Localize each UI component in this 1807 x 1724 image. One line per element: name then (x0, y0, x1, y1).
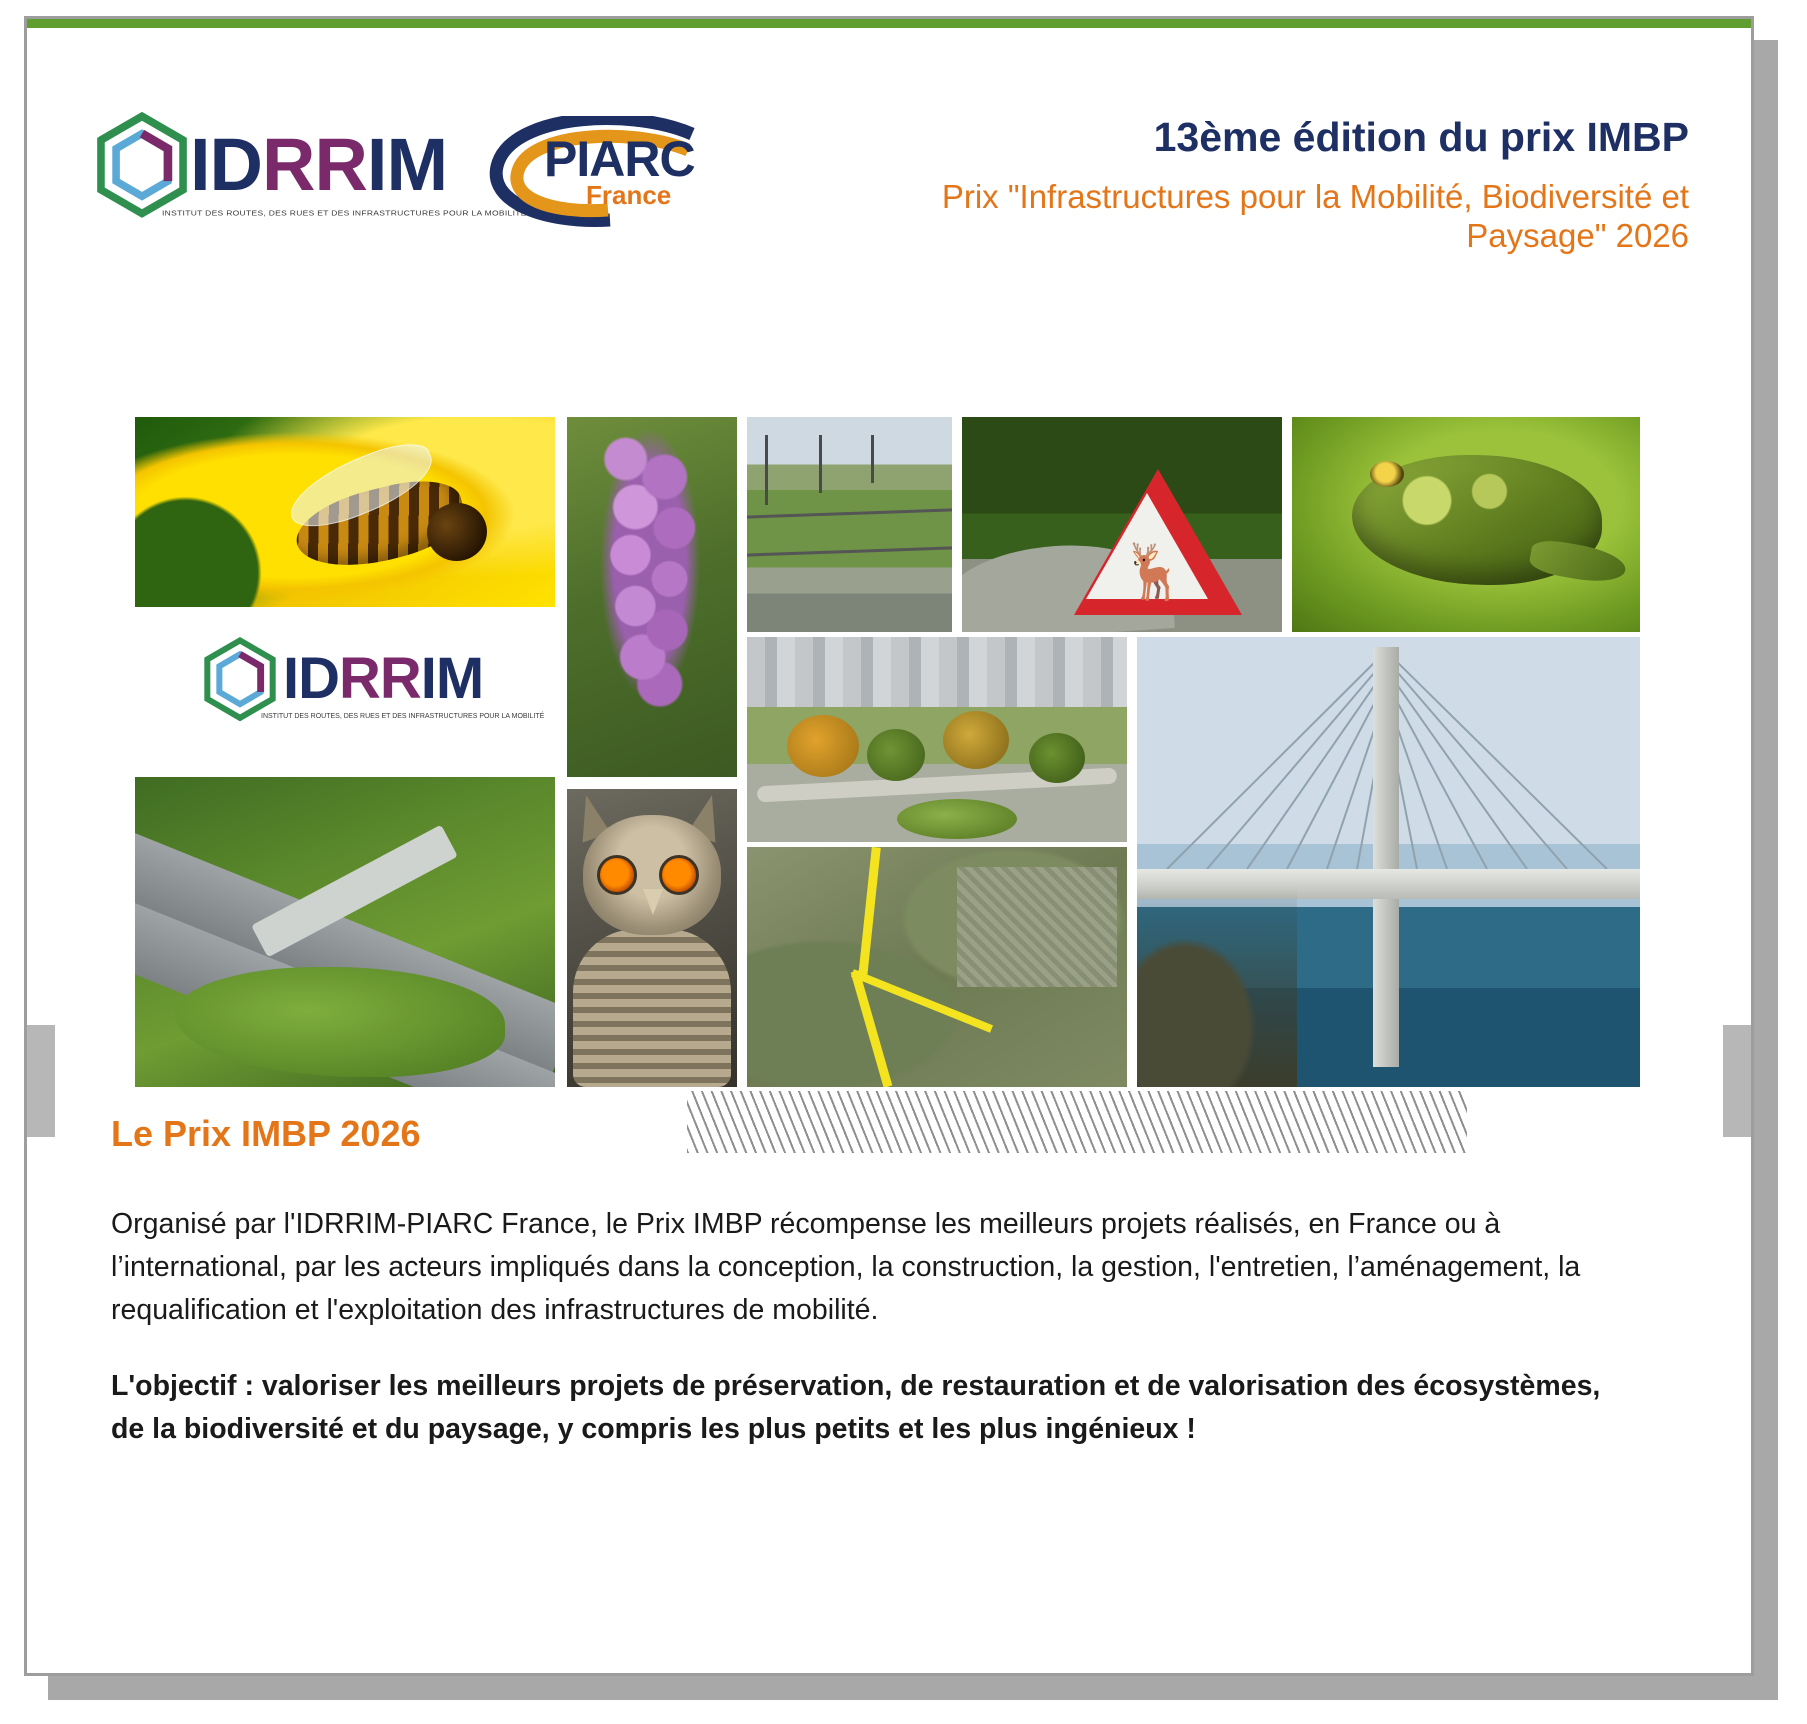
mosaic-image-bee-on-dandelion (135, 417, 555, 607)
right-side-block (1723, 1025, 1754, 1137)
mosaic-image-eagle-owl (567, 789, 737, 1087)
deer-icon: 🦌 (1120, 542, 1188, 602)
page-subtitle: Prix "Infrastructures pour la Mobilité, Biodiversité et Paysage" 2026 (941, 178, 1689, 255)
mosaic-image-purple-orchid (567, 417, 737, 777)
paragraph-objective: L'objectif : valoriser les meilleurs projets de préservation, de restauration et de valorisation des écosystèmes, de la biodiversité et du paysage, y compris les plus petits et les plus ingénieux ! (111, 1370, 1601, 1445)
mosaic-image-green-frog (1292, 417, 1640, 632)
mosaic-image-tramway-green-track (747, 417, 952, 632)
mosaic-image-cable-stayed-bridge (1137, 637, 1640, 1087)
mosaic-image-highway-ecoduct (135, 777, 555, 1087)
page-title: 13ème édition du prix IMBP (1153, 114, 1689, 160)
idrrim-wordmark-small: IDRRIM (283, 646, 484, 711)
hatched-decoration (687, 1091, 1467, 1153)
idrrim-tagline: INSTITUT DES ROUTES, DES RUES ET DES INFRASTRUCTURES POUR LA MOBILITÉ (162, 208, 527, 218)
photo-mosaic (135, 417, 1640, 1087)
header-titles (899, 115, 1689, 256)
section-body (111, 1203, 1611, 1451)
mosaic-image-idrrim-logo-tile (135, 607, 555, 767)
idrrim-wordmark: IDRRIM (190, 123, 448, 206)
idrrim-tagline-small: INSTITUT DES ROUTES, DES RUES ET DES INFRASTRUCTURES POUR LA MOBILITÉ (261, 713, 545, 720)
top-accent-bar (27, 19, 1751, 28)
piarc-wordmark: PIARC (544, 131, 695, 187)
piarc-logo (482, 104, 717, 239)
idrrim-logo (82, 104, 527, 239)
header-logos (82, 104, 717, 239)
idrrim-hexagon-icon (88, 112, 196, 220)
idrrim-hexagon-icon-small (197, 637, 283, 723)
left-side-block (24, 1025, 55, 1137)
piarc-subtitle: France (586, 180, 672, 210)
mosaic-image-deer-crossing-sign (962, 417, 1282, 632)
flyer-card (24, 16, 1754, 1676)
section-title: Le Prix IMBP 2026 (111, 1113, 421, 1154)
paragraph-intro: Organisé par l'IDRRIM-PIARC France, le Prix IMBP récompense les meilleurs projets réalisés, en France ou à l’international, par les acteurs impliqués dans la conception, la construction, la gestion, l'entretien, l’aménagement, la requalification et l'exploitation des infrastructures de mobilité. (111, 1208, 1581, 1326)
mosaic-image-satellite-road-map (747, 847, 1127, 1087)
mosaic-image-urban-park-aerial (747, 637, 1127, 842)
